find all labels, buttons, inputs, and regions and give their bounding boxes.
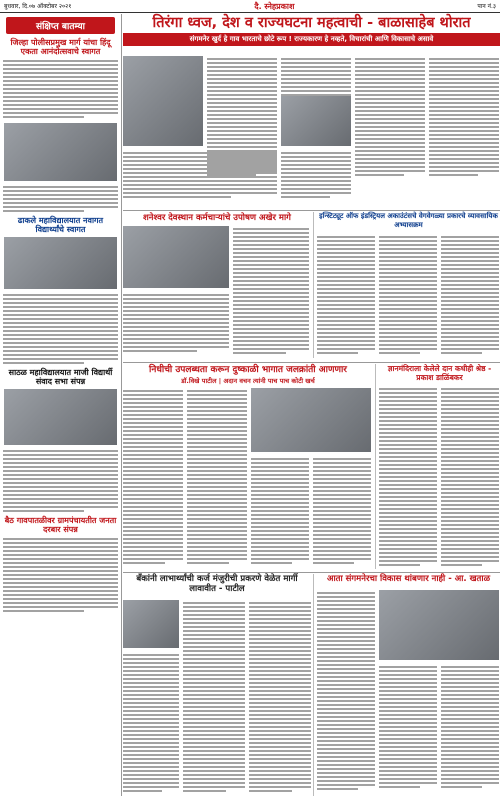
- left-story4-body: [0, 535, 121, 615]
- left-column: [0, 14, 122, 796]
- left-story2-photo: [4, 237, 117, 289]
- story7-photo: [379, 590, 499, 660]
- story2-headline: शनेश्वर देवस्थान कर्मचाऱ्यांचे उपोषण अखेर मागे: [143, 213, 291, 223]
- main-area: [123, 14, 500, 594]
- story3-headline: इन्स्टिट्यूट ऑफ इंडस्ट्रियल अकाउंटंसचे वेगवेगळ्या प्रकारचे व्यावसायिक अभ्यासक्रम: [319, 212, 498, 229]
- story-bank-loans: [123, 574, 311, 796]
- story-khatal: [317, 574, 500, 796]
- left-story3-photo: [4, 389, 117, 445]
- left-story3-headline: साठळ महाविद्यालयात माजी विद्यार्थी संवाद सभा संपन्न: [8, 368, 113, 386]
- lead-headline: तिरंगा ध्वज, देश व राज्यघटना महत्वाची - बाळासाहेब थोरात: [152, 15, 471, 31]
- story4-subheadline: डॉ.विखे पाटील | अदान वचन त्यांनी पाच पाच कोटी खर्च: [181, 377, 315, 385]
- story2-photo: [123, 226, 229, 288]
- story-institute: [317, 212, 500, 358]
- left-story1-photo: [4, 123, 117, 181]
- lead-story: [123, 56, 500, 206]
- left-story2-headline: ढाकले महाविद्यालयात नवागत विद्यार्थ्यांचे स्वागत: [17, 216, 104, 234]
- left-story2-body: [0, 291, 121, 367]
- lead-photo-1: [123, 56, 203, 146]
- page-header: [0, 0, 500, 13]
- issue-date: बुधवार, दि.०७ ऑक्टोबर २०२१: [4, 3, 72, 10]
- story-vikhe-patil: [123, 364, 373, 569]
- story4-headline: निधीची उपलब्धता करून दुष्काळी भागात जलक्रांती आणणार: [149, 365, 347, 375]
- lead-subheadline: संगमनेर खुर्द हे गाव भारताचे छोटे रूप ! राज्यकारण हे नव्हते, विचारांची आणि विकासाचे असावे: [123, 33, 500, 46]
- left-story1-headline: जिल्हा पोलीसप्रमुख मार्ग यांचा हिंदू एकता आनंदोत्सवाचे स्वागत: [10, 38, 111, 56]
- story-dalimbkar: [379, 364, 500, 569]
- left-story4-headline: बैठ गावपातळीवर ग्रामपंचायतीत जनता दरबार संपन्न: [4, 516, 117, 534]
- story6-photo: [123, 600, 179, 648]
- section-badge: संक्षिप्त बातम्या: [6, 17, 115, 34]
- masthead: दै. स्नेहप्रकाश: [254, 1, 295, 11]
- left-story1-body: [0, 57, 121, 121]
- left-story3-body: [0, 447, 121, 515]
- story4-photo: [251, 388, 371, 452]
- page-number: पान नं.३: [477, 3, 496, 10]
- story7-headline: आता संगमनेरचा विकास थांबणार नाही - आ. खताळ: [326, 574, 491, 584]
- story5-headline: ज्ञानमंदिराला केलेले दान कधीही श्रेष्ठ - प्रकाश डाळिंबकर: [387, 364, 492, 382]
- story-shaneshwar: [123, 212, 311, 358]
- story6-headline: बँकांनी लाभार्थ्यांची कर्ज मंजुरीची प्रकरणे वेळेत मार्गी लावावीत - पाटील: [136, 574, 298, 594]
- lead-photo-2: [281, 96, 351, 146]
